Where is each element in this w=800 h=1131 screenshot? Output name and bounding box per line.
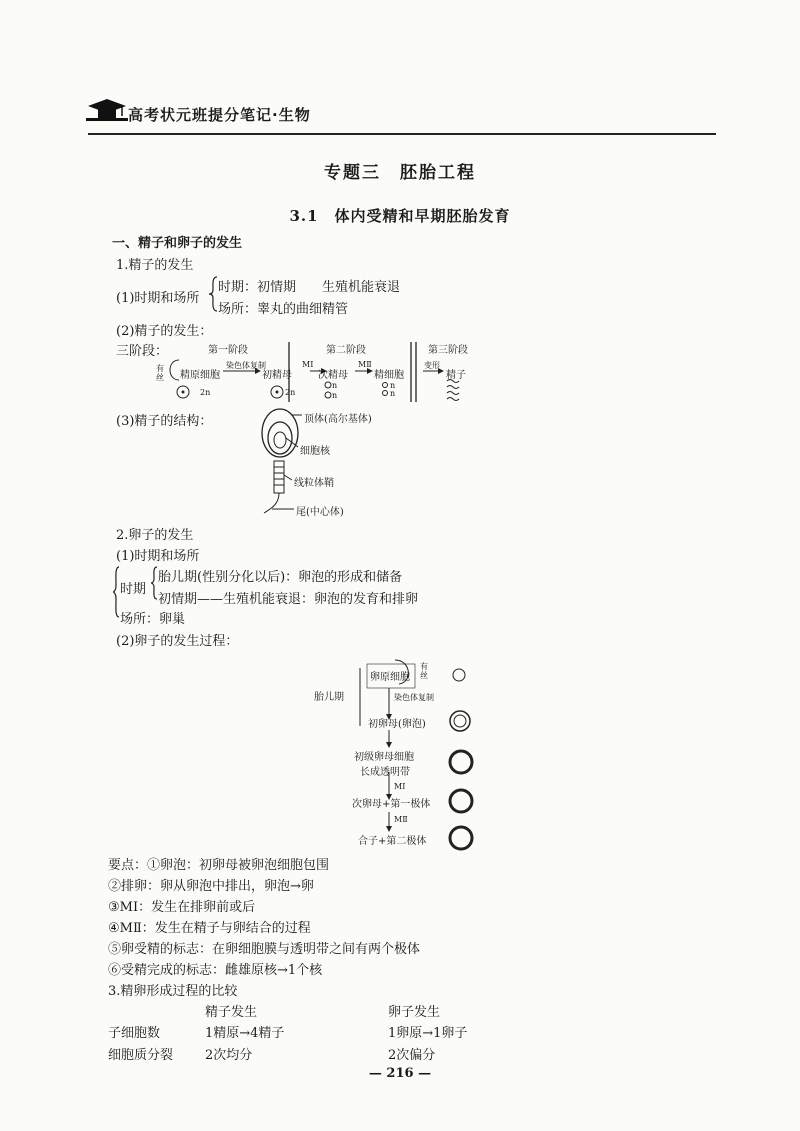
table-cell: 1精原→4精子 bbox=[205, 1026, 285, 1041]
graduation-cap-icon bbox=[86, 96, 128, 122]
egg-item2-label: (2)卵子的发生过程： bbox=[116, 634, 239, 649]
part1-heading: 一、精子和卵子的发生 bbox=[112, 236, 243, 251]
brace-icon bbox=[112, 566, 120, 618]
item1-line2: 场所：睾丸的曲细精管 bbox=[218, 302, 349, 317]
key-point: ⑥受精完成的标志：雌雄原核→1个核 bbox=[108, 963, 323, 978]
egg-time-label: 时期 bbox=[120, 582, 147, 597]
transform-label: 变形 bbox=[424, 361, 440, 370]
replication-label: 染色体复制 bbox=[394, 693, 434, 702]
m2-label: MⅡ bbox=[358, 360, 372, 369]
stage1-label: 第一阶段 bbox=[208, 345, 248, 356]
table-header-sperm: 精子发生 bbox=[205, 1005, 258, 1020]
header-divider bbox=[88, 133, 716, 135]
mitosis-label: 有丝 bbox=[156, 364, 164, 382]
item2-label: (2)精子的发生： bbox=[116, 324, 213, 339]
item1-line1: 时期：初情期 生殖机能衰退 bbox=[218, 280, 401, 295]
table-row-label: 细胞质分裂 bbox=[108, 1048, 174, 1063]
sperm-label: 精子 bbox=[446, 370, 466, 381]
stage2-label: 第二阶段 bbox=[326, 345, 366, 356]
m2-label: MⅡ bbox=[394, 815, 408, 824]
egg-item1-label: (1)时期和场所 bbox=[116, 549, 200, 564]
table-header-egg: 卵子发生 bbox=[388, 1005, 441, 1020]
oogonium-label: 卵原细胞 bbox=[370, 672, 410, 683]
egg-time-line1: 胎儿期(性别分化以后)：卵泡的形成和储备 bbox=[158, 570, 403, 585]
m1-label: MⅠ bbox=[394, 782, 406, 791]
brace-icon bbox=[208, 276, 218, 312]
secondary-spermatocyte-label: 次精母 bbox=[318, 370, 348, 381]
key-point: 要点：①卵泡：初卵母被卵泡细胞包围 bbox=[108, 858, 330, 873]
fetal-period-label: 胎儿期 bbox=[314, 692, 344, 703]
key-point: ③MⅠ：发生在排卵前或后 bbox=[108, 900, 256, 915]
brace-icon bbox=[150, 566, 158, 600]
primary-oocyte-follicle-label: 初卵母(卵泡) bbox=[368, 719, 426, 730]
egg-place: 场所：卵巢 bbox=[120, 612, 186, 627]
mitosis-label: 有丝 bbox=[420, 662, 428, 680]
item3-label: (3)精子的结构： bbox=[116, 414, 213, 429]
table-cell: 2次偏分 bbox=[388, 1048, 436, 1063]
ploidy-label-4: n bbox=[332, 391, 338, 400]
key-point: ⑤卵受精的标志：在卵细胞膜与透明带之间有两个极体 bbox=[108, 942, 421, 957]
acrosome-label: 顶体(高尔基体) bbox=[304, 414, 372, 425]
ploidy-label-5: n bbox=[390, 381, 396, 390]
ploidy-label-1: 2n bbox=[200, 388, 211, 397]
secondary-oocyte-label: 次卵母+第一极体 bbox=[352, 799, 431, 810]
ploidy-label-2: 2n bbox=[285, 388, 296, 397]
sub2-heading: 2.卵子的发生 bbox=[116, 528, 194, 543]
ploidy-label-6: n bbox=[390, 389, 396, 398]
ploidy-label-3: n bbox=[332, 381, 338, 390]
mito-sheath-label: 线粒体鞘 bbox=[294, 478, 334, 489]
replication-label: 染色体复制 bbox=[226, 361, 266, 370]
chapter-title: 专题三 胚胎工程 bbox=[324, 163, 476, 183]
zygote-label: 合子+第二极体 bbox=[358, 836, 427, 847]
stage3-label: 第三阶段 bbox=[428, 345, 468, 356]
m1-label: MⅠ bbox=[302, 360, 314, 369]
primary-spermatocyte-label: 初精母 bbox=[262, 370, 292, 381]
primary-oocyte-label: 初级卵母细胞 bbox=[354, 752, 414, 763]
table-row-label: 子细胞数 bbox=[108, 1026, 161, 1041]
table-cell: 2次均分 bbox=[205, 1048, 253, 1063]
stages-label: 三阶段： bbox=[116, 344, 169, 359]
section-title: 3.1 体内受精和早期胚胎发育 bbox=[289, 207, 511, 225]
sub1-heading: 1.精子的发生 bbox=[116, 258, 194, 273]
egg-time-line2: 初情期——生殖机能衰退：卵泡的发育和排卵 bbox=[158, 592, 419, 607]
header-title: 高考状元班提分笔记·生物 bbox=[128, 106, 311, 124]
item1-label: (1)时期和场所 bbox=[116, 291, 200, 306]
table-cell: 1卵原→1卵子 bbox=[388, 1026, 468, 1041]
key-point: ④MⅡ：发生在精子与卵结合的过程 bbox=[108, 921, 311, 936]
spermatid-label: 精细胞 bbox=[374, 370, 404, 381]
sub3-heading: 3.精卵形成过程的比较 bbox=[108, 984, 238, 999]
nucleus-label: 细胞核 bbox=[300, 446, 330, 457]
key-point: ②排卵：卵从卵泡中排出，卵泡→卵 bbox=[108, 879, 314, 894]
page-number: — 216 — bbox=[368, 1066, 432, 1081]
spermatogonium-label: 精原细胞 bbox=[180, 370, 220, 381]
zona-pellucida-label: 长成透明带 bbox=[360, 767, 410, 778]
tail-label: 尾(中心体) bbox=[296, 507, 344, 518]
